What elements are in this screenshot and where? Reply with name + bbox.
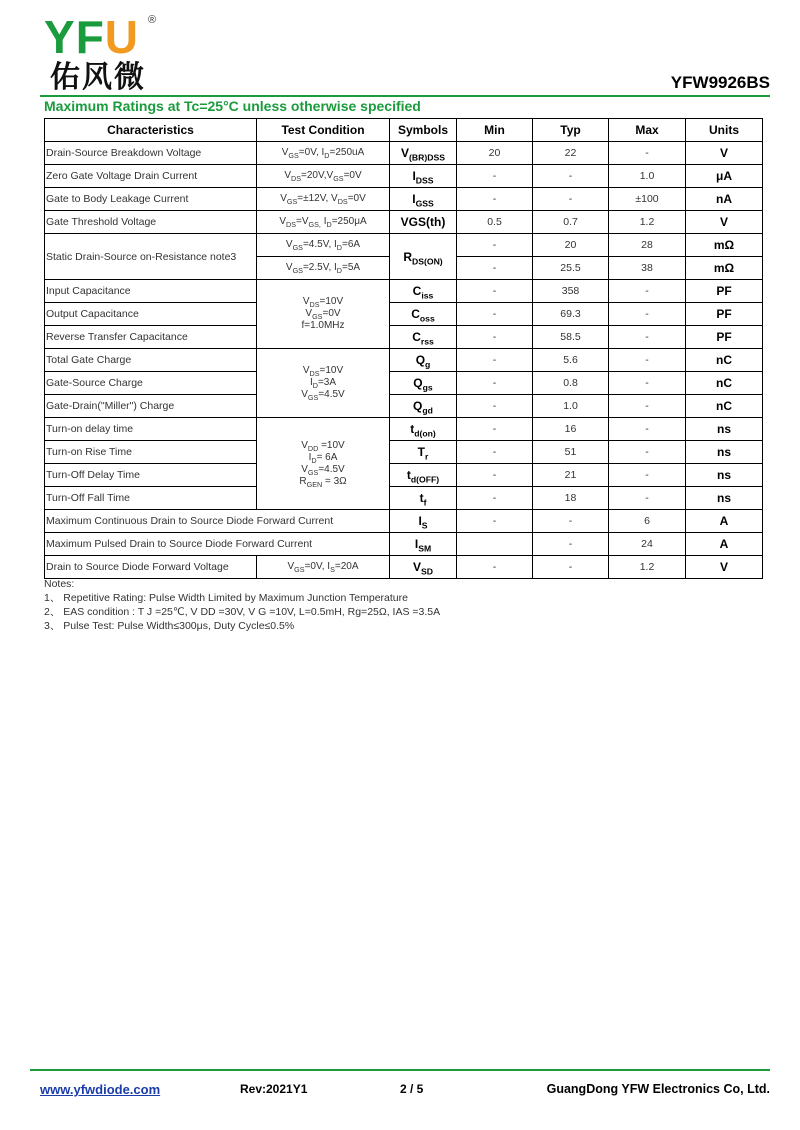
min-cell: 0.5 bbox=[457, 211, 533, 234]
characteristic-cell: Gate-Source Charge bbox=[45, 372, 257, 395]
test-condition-cell: $V_{DS}=10V$ $I_D=3A$ $V_{GS}=4.5V$ bbox=[257, 349, 390, 418]
column-header: Max bbox=[609, 119, 686, 142]
typ-cell: 5.6 bbox=[533, 349, 609, 372]
test-condition-cell: $V_{DS}=V_{GS,}$ $I_D=250\mu A$ bbox=[257, 211, 390, 234]
unit-cell: ns bbox=[686, 441, 763, 464]
characteristic-cell: Turn-on delay time bbox=[45, 418, 257, 441]
table-row bbox=[45, 556, 763, 579]
registered-mark: ® bbox=[148, 14, 157, 26]
min-cell: - bbox=[457, 441, 533, 464]
table-row bbox=[45, 487, 763, 510]
characteristic-cell: Input Capacitance bbox=[45, 280, 257, 303]
characteristic-cell: Turn-on Rise Time bbox=[45, 441, 257, 464]
symbol-cell: VGS(th) bbox=[390, 211, 457, 234]
typ-cell: 0.7 bbox=[533, 211, 609, 234]
characteristic-cell: Maximum Continuous Drain to Source Diode Forward Current bbox=[45, 510, 390, 533]
min-cell: - bbox=[457, 303, 533, 326]
unit-cell: ns bbox=[686, 487, 763, 510]
min-cell: 20 bbox=[457, 142, 533, 165]
column-header: Typ bbox=[533, 119, 609, 142]
part-number: YFW9926BS bbox=[670, 73, 770, 92]
unit-cell: ns bbox=[686, 418, 763, 441]
min-cell: - bbox=[457, 418, 533, 441]
typ-cell: 18 bbox=[533, 487, 609, 510]
company-logo bbox=[44, 11, 164, 95]
test-condition-cell: $V_{GS}=\pm 12V$, $V_{DS}=0V$ bbox=[257, 188, 390, 211]
min-cell: - bbox=[457, 395, 533, 418]
min-cell: - bbox=[457, 349, 533, 372]
notes-title: Notes: bbox=[44, 578, 75, 590]
typ-cell: - bbox=[533, 165, 609, 188]
characteristic-cell: Drain-Source Breakdown Voltage bbox=[45, 142, 257, 165]
max-cell: - bbox=[609, 418, 686, 441]
column-header: Symbols bbox=[390, 119, 457, 142]
table-row bbox=[45, 280, 763, 303]
column-header: Min bbox=[457, 119, 533, 142]
table-row bbox=[45, 349, 763, 372]
min-cell: - bbox=[457, 556, 533, 579]
section-title: Maximum Ratings at Tc=25°C unless otherwise specified bbox=[44, 98, 421, 114]
symbol-cell: $R_{DS(ON)}$ bbox=[390, 234, 457, 280]
min-cell bbox=[457, 533, 533, 556]
notes-block bbox=[44, 577, 440, 633]
table-row bbox=[45, 326, 763, 349]
table-header-row bbox=[45, 119, 763, 142]
unit-cell: A bbox=[686, 510, 763, 533]
unit-cell: nC bbox=[686, 349, 763, 372]
characteristic-cell: Maximum Pulsed Drain to Source Diode Forward Current bbox=[45, 533, 390, 556]
symbol-cell: $I_{DSS}$ bbox=[390, 165, 457, 188]
table-row bbox=[45, 372, 763, 395]
typ-cell: 16 bbox=[533, 418, 609, 441]
unit-cell: nC bbox=[686, 395, 763, 418]
symbol-cell: $T_r$ bbox=[390, 441, 457, 464]
min-cell: - bbox=[457, 464, 533, 487]
table-row bbox=[45, 441, 763, 464]
max-cell: 1.2 bbox=[609, 211, 686, 234]
table-row bbox=[45, 303, 763, 326]
characteristic-cell: Output Capacitance bbox=[45, 303, 257, 326]
unit-cell: μA bbox=[686, 165, 763, 188]
table-row bbox=[45, 142, 763, 165]
logo-letter-u: U bbox=[104, 11, 140, 63]
typ-cell: 22 bbox=[533, 142, 609, 165]
table-row bbox=[45, 211, 763, 234]
test-condition-cell: $V_{DS}=20V,V_{GS}=0V$ bbox=[257, 165, 390, 188]
test-condition-cell: $V_{DS}=10V$ $V_{GS}=0V$ f=1.0MHz bbox=[257, 280, 390, 349]
symbol-cell: $C_{iss}$ bbox=[390, 280, 457, 303]
typ-cell: 0.8 bbox=[533, 372, 609, 395]
max-cell: 1.2 bbox=[609, 556, 686, 579]
max-cell: - bbox=[609, 303, 686, 326]
table-row bbox=[45, 533, 763, 556]
symbol-cell: $C_{rss}$ bbox=[390, 326, 457, 349]
typ-cell: 20 bbox=[533, 234, 609, 257]
page-number: 2 / 5 bbox=[400, 1082, 424, 1096]
characteristic-cell: Zero Gate Voltage Drain Current bbox=[45, 165, 257, 188]
max-cell: 24 bbox=[609, 533, 686, 556]
typ-cell: 25.5 bbox=[533, 257, 609, 280]
test-condition-cell: $V_{GS}=2.5V$, $I_D=5A$ bbox=[257, 257, 390, 280]
max-cell: - bbox=[609, 441, 686, 464]
characteristic-cell: Static Drain-Source on-Resistance note3 bbox=[45, 234, 257, 280]
revision-label: Rev:2021Y1 bbox=[240, 1082, 308, 1096]
max-cell: - bbox=[609, 326, 686, 349]
column-header: Units bbox=[686, 119, 763, 142]
max-cell: ±100 bbox=[609, 188, 686, 211]
unit-cell: nA bbox=[686, 188, 763, 211]
note-item: 1、 Repetitive Rating: Pulse Width Limited by Maximum Junction Temperature bbox=[44, 592, 408, 604]
max-cell: - bbox=[609, 349, 686, 372]
min-cell: - bbox=[457, 257, 533, 280]
characteristic-cell: Gate Threshold Voltage bbox=[45, 211, 257, 234]
typ-cell: - bbox=[533, 556, 609, 579]
max-cell: 1.0 bbox=[609, 165, 686, 188]
max-cell: - bbox=[609, 280, 686, 303]
unit-cell: nC bbox=[686, 372, 763, 395]
max-cell: - bbox=[609, 395, 686, 418]
unit-cell: PF bbox=[686, 326, 763, 349]
note-item: 2、 EAS condition : T J =25℃, V DD =30V, V G =10V, L=0.5mH, Rg=25Ω, IAS =3.5A bbox=[44, 606, 441, 618]
company-name: GuangDong YFW Electronics Co, Ltd. bbox=[546, 1082, 770, 1096]
max-cell: 28 bbox=[609, 234, 686, 257]
test-condition-cell: $V_{GS}=4.5V$, $I_D=6A$ bbox=[257, 234, 390, 257]
symbol-cell: $Q_{gd}$ bbox=[390, 395, 457, 418]
typ-cell: - bbox=[533, 510, 609, 533]
table-row bbox=[45, 418, 763, 441]
symbol-cell: $t_{d(OFF)}$ bbox=[390, 464, 457, 487]
symbol-cell: $I_S$ bbox=[390, 510, 457, 533]
logo-latin bbox=[44, 11, 140, 63]
symbol-cell: $V_{SD}$ bbox=[390, 556, 457, 579]
note-item: 3、 Pulse Test: Pulse Width≤300μs, Duty Cycle≤0.5% bbox=[44, 620, 295, 632]
min-cell: - bbox=[457, 188, 533, 211]
characteristic-cell: Total Gate Charge bbox=[45, 349, 257, 372]
typ-cell: - bbox=[533, 188, 609, 211]
unit-cell: A bbox=[686, 533, 763, 556]
typ-cell: 51 bbox=[533, 441, 609, 464]
test-condition-cell: $V_{DD} =10V$ $I_D= 6A$ $V_{GS}=4.5V$ $R_{GEN} = 3\Omega$ bbox=[257, 418, 390, 510]
footer-divider bbox=[30, 1069, 770, 1071]
min-cell: - bbox=[457, 372, 533, 395]
typ-cell: 358 bbox=[533, 280, 609, 303]
test-condition-cell: $V_{GS}=0V$, $I_S=20A$ bbox=[257, 556, 390, 579]
typ-cell: 58.5 bbox=[533, 326, 609, 349]
characteristic-cell: Turn-Off Fall Time bbox=[45, 487, 257, 510]
characteristic-cell: Reverse Transfer Capacitance bbox=[45, 326, 257, 349]
table-row bbox=[45, 234, 763, 257]
unit-cell: V bbox=[686, 211, 763, 234]
max-cell: 38 bbox=[609, 257, 686, 280]
test-condition-cell: $V_{GS}=0V$, $I_D=250uA$ bbox=[257, 142, 390, 165]
typ-cell: - bbox=[533, 533, 609, 556]
logo-chinese-name: 佑风微 bbox=[50, 60, 146, 95]
website-link[interactable]: www.yfwdiode.com bbox=[40, 1082, 161, 1097]
column-header: Test Condition bbox=[257, 119, 390, 142]
typ-cell: 69.3 bbox=[533, 303, 609, 326]
characteristic-cell: Drain to Source Diode Forward Voltage bbox=[45, 556, 257, 579]
typ-cell: 1.0 bbox=[533, 395, 609, 418]
unit-cell: PF bbox=[686, 303, 763, 326]
symbol-cell: $I_{SM}$ bbox=[390, 533, 457, 556]
symbol-cell: $Q_g$ bbox=[390, 349, 457, 372]
symbol-cell: $t_f$ bbox=[390, 487, 457, 510]
table-row bbox=[45, 165, 763, 188]
min-cell: - bbox=[457, 326, 533, 349]
symbol-cell: $V_{(BR)DSS}$ bbox=[390, 142, 457, 165]
table-row bbox=[45, 188, 763, 211]
max-cell: 6 bbox=[609, 510, 686, 533]
unit-cell: V bbox=[686, 142, 763, 165]
min-cell: - bbox=[457, 234, 533, 257]
min-cell: - bbox=[457, 280, 533, 303]
table-row bbox=[45, 464, 763, 487]
table-row bbox=[45, 395, 763, 418]
unit-cell: ns bbox=[686, 464, 763, 487]
unit-cell: mΩ bbox=[686, 234, 763, 257]
header-divider bbox=[40, 95, 770, 97]
min-cell: - bbox=[457, 165, 533, 188]
unit-cell: PF bbox=[686, 280, 763, 303]
unit-cell: V bbox=[686, 556, 763, 579]
max-cell: - bbox=[609, 487, 686, 510]
symbol-cell: $I_{GSS}$ bbox=[390, 188, 457, 211]
characteristic-cell: Gate to Body Leakage Current bbox=[45, 188, 257, 211]
max-cell: - bbox=[609, 372, 686, 395]
table-row bbox=[45, 510, 763, 533]
symbol-cell: $Q_{gs}$ bbox=[390, 372, 457, 395]
min-cell: - bbox=[457, 510, 533, 533]
min-cell: - bbox=[457, 487, 533, 510]
unit-cell: mΩ bbox=[686, 257, 763, 280]
logo-letter-f: F bbox=[75, 11, 105, 63]
column-header: Characteristics bbox=[45, 119, 257, 142]
characteristic-cell: Gate-Drain("Miller") Charge bbox=[45, 395, 257, 418]
characteristic-cell: Turn-Off Delay Time bbox=[45, 464, 257, 487]
logo-letter-y: Y bbox=[44, 11, 76, 63]
symbol-cell: $C_{oss}$ bbox=[390, 303, 457, 326]
typ-cell: 21 bbox=[533, 464, 609, 487]
electrical-characteristics-table bbox=[44, 118, 763, 579]
max-cell: - bbox=[609, 142, 686, 165]
max-cell: - bbox=[609, 464, 686, 487]
symbol-cell: $t_{d(on)}$ bbox=[390, 418, 457, 441]
